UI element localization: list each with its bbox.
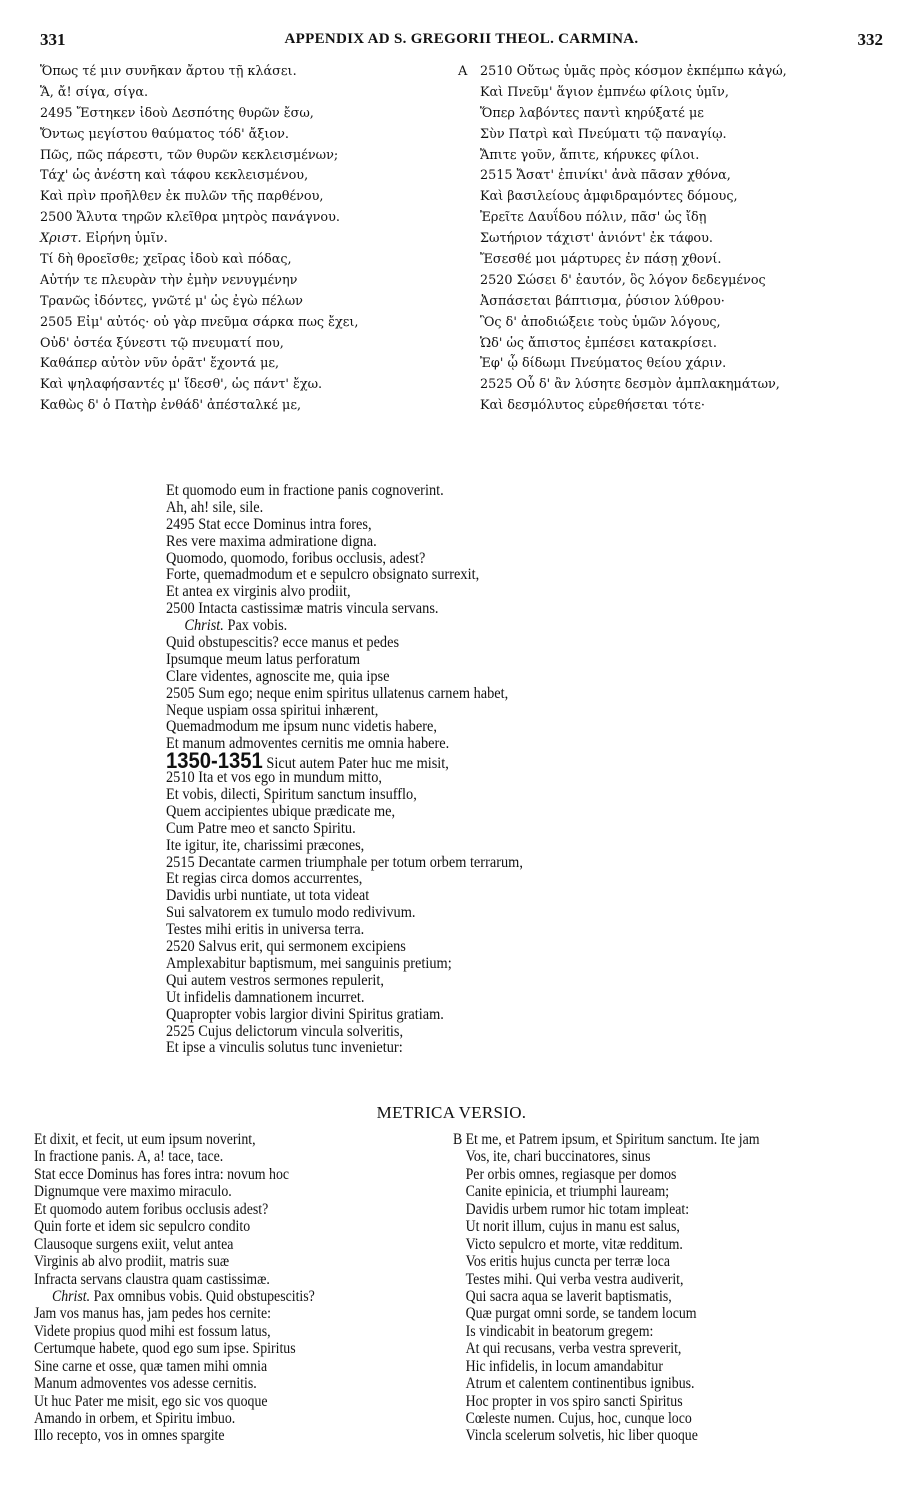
verse-text: Pax omnibus vobis. Quid obstupescitis?	[90, 1287, 315, 1305]
verse-text: Et antea ex virginis alvo prodiit,	[166, 583, 351, 601]
verse-text: Καθάπερ αὐτὸν νῦν ὁρᾶτ' ἔχοντά με,	[40, 356, 280, 372]
greek-verse-line	[470, 250, 890, 271]
verse-text: 2520 Σώσει δ' ἑαυτόν, ὃς λόγον δεδεγμένος	[480, 272, 766, 288]
verse-text: Καθὼς δ' ὁ Πατὴρ ἐνθάδ' ἀπέσταλκέ με,	[40, 398, 302, 414]
verse-text: Αὐτήν τε πλευρὰν τὴν ἐμὴν νενυγμένην	[40, 272, 298, 288]
verse-text: Dignumque vere maximo miraculo.	[34, 1183, 232, 1201]
verse-text: 2500 Intacta castissimæ matris vincula servans.	[166, 600, 439, 618]
metrica-verse-line	[34, 1323, 457, 1340]
verse-text: Quem accipientes ubique prædicate me,	[166, 802, 396, 820]
verse-text: Et manum admoventes cernitis me omnia habere.	[166, 735, 450, 753]
left-page-number: 331	[40, 30, 66, 49]
verse-text: Καὶ βασιλείους ἀμφιδραμόντες δόμους,	[480, 189, 738, 205]
metrica-left-column	[34, 1131, 457, 1445]
column-number: 1350-1351	[166, 748, 263, 774]
verse-text: Neque uspiam ossa spiritui inhærent,	[166, 701, 379, 719]
verse-text: Sine carne et osse, quæ tamen mihi omnia	[34, 1357, 268, 1375]
latin-verse-line	[166, 990, 755, 1007]
verse-text: Forte, quemadmodum et e sepulcro obsignato surrexit,	[166, 566, 480, 584]
greek-verse-line	[470, 271, 890, 292]
verse-text: Ut infidelis damnationem incurret.	[166, 988, 365, 1006]
greek-verse-line	[40, 271, 450, 292]
verse-text: 2505 Sum ego; neque enim spiritus ullatenus carnem habet,	[166, 684, 509, 702]
metrica-verse-line	[34, 1236, 457, 1253]
latin-verse-line	[166, 1024, 755, 1041]
verse-text: Quemadmodum me ipsum nunc videtis habere,	[166, 718, 437, 736]
verse-text: Ἄπιτε γοῦν, ἄπιτε, κήρυκες φίλοι.	[480, 147, 700, 163]
verse-text: 2515 Decantate carmen triumphale per totum orbem terrarum,	[166, 853, 523, 871]
greek-verse-line	[40, 146, 450, 167]
verse-text: Clare videntes, agnoscite me, quia ipse	[166, 667, 390, 685]
metrica-verse-line	[34, 1393, 457, 1410]
latin-verse-line	[166, 888, 755, 905]
metrica-verse-line	[466, 1340, 876, 1357]
latin-verse-line	[166, 686, 755, 703]
metrica-verse-line	[466, 1236, 876, 1253]
greek-verse-line	[40, 83, 450, 104]
greek-verse-line	[470, 125, 890, 146]
verse-text: 2510 Οὕτως ὑμᾶς πρὸς κόσμον ἐκπέμπω κἀγώ,	[480, 64, 787, 79]
latin-verse-line	[166, 922, 755, 939]
greek-verse-line	[40, 62, 450, 83]
verse-text: Quomodo, quomodo, foribus occlusis, adest?	[166, 549, 426, 567]
verse-text: 2500 Ἄλυτα τηρῶν κλεῖθρα μητρὸς πανάγνου.	[40, 210, 340, 226]
latin-verse-line	[166, 1040, 755, 1057]
metrica-verse-line	[466, 1375, 876, 1392]
latin-verse-line	[166, 584, 755, 601]
verse-text: 2525 Cujus delictorum vincula solveritis,	[166, 1022, 404, 1040]
verse-text: Testes mihi eritis in universa terra.	[166, 921, 365, 939]
metrica-verse-line	[34, 1253, 457, 1270]
greek-verse-line	[470, 313, 890, 334]
verse-text: Manum admoventes vos adesse cernitis.	[34, 1375, 257, 1393]
metrica-verse-line	[34, 1410, 457, 1427]
verse-text: Ἐφ' ᾧ δίδωμι Πνεύματος θείου χάριν.	[480, 356, 727, 372]
greek-verse-line	[470, 292, 890, 313]
latin-verse-line	[166, 652, 755, 669]
section-marker-b: B	[453, 1131, 463, 1148]
latin-verse-line	[166, 804, 755, 821]
latin-verse-line	[166, 939, 755, 956]
latin-verse-line	[166, 669, 755, 686]
verse-text: Is vindicabit in beatorum gregem:	[465, 1322, 654, 1340]
verse-text: Καὶ δεσμόλυτος εὑρεθήσεται τότε·	[480, 398, 705, 414]
latin-verse-line	[166, 618, 755, 635]
verse-text: Ut huc Pater me misit, ego sic vos quoque	[34, 1392, 268, 1410]
verse-text: Atrum et calentem continentibus ignibus.	[465, 1375, 695, 1393]
verse-text: Infracta servans claustra quam castissimæ.	[34, 1270, 270, 1288]
latin-verse-line	[166, 719, 755, 736]
latin-verse-line	[166, 871, 755, 888]
greek-verse-line	[40, 292, 450, 313]
greek-text-right-column	[458, 62, 890, 417]
verse-text: 2510 Ita et vos ego in mundum mitto,	[166, 769, 382, 787]
verse-text: Hoc propter in vos spiro sancti Spiritus	[465, 1392, 683, 1410]
verse-text: Ah, ah! sile, sile.	[166, 498, 264, 516]
verse-text: Amando in orbem, et Spiritu imbuo.	[34, 1410, 236, 1427]
verse-text: 2505 Εἰμ' αὐτός· οὐ γὰρ πνεῦμα σάρκα πως ἔχει,	[40, 314, 359, 330]
verse-text: Per orbis omnes, regiasque per domos	[465, 1165, 677, 1183]
metrica-verse-line	[34, 1166, 457, 1183]
latin-verse-line	[166, 1007, 755, 1024]
verse-text: 2520 Salvus erit, qui sermonem excipiens	[166, 938, 406, 956]
verse-text: Illo recepto, vos in omnes spargite	[34, 1427, 225, 1445]
verse-text: Et quomodo eum in fractione panis cognoverint.	[166, 482, 444, 499]
verse-text: Cœleste numen. Cujus, hoc, cunque loco	[465, 1410, 692, 1427]
verse-text: Τρανῶς ἰδόντες, γνῶτέ μ' ὡς ἐγὼ πέλων	[40, 293, 303, 309]
verse-text: Sicut autem Pater huc me misit,	[262, 755, 449, 773]
verse-text: Davidis urbi nuntiate, ut tota videat	[166, 887, 370, 905]
verse-text: Qui autem vestros sermones repulerit,	[166, 971, 384, 989]
greek-verse-line	[40, 187, 450, 208]
speaker-label: Χριστ.	[40, 231, 82, 247]
greek-verse-line	[40, 334, 450, 355]
latin-verse-line	[166, 821, 755, 838]
greek-verse-line	[470, 166, 890, 187]
verse-text: Ut norit illum, cujus in manu est salus,	[465, 1218, 680, 1236]
verse-text: Et me, et Patrem ipsum, et Spiritum sanctum. Ite jam	[465, 1131, 760, 1148]
verse-text: Qui sacra aqua se laverit baptismatis,	[465, 1287, 672, 1305]
verse-text: Pax vobis.	[223, 617, 288, 635]
metrica-verse-line	[34, 1358, 457, 1375]
verse-text: Ὡδ' ὡς ἄπιστος ἐμπέσει κατακρίσει.	[480, 335, 717, 351]
greek-verse-line	[40, 104, 450, 125]
verse-text: Ἅ, ἄ! σίγα, σίγα.	[40, 84, 149, 100]
verse-text: Et ipse a vinculis solutus tunc invenietur:	[166, 1039, 403, 1057]
greek-verse-line	[40, 396, 450, 417]
verse-text: Cum Patre meo et sancto Spiritu.	[166, 819, 356, 837]
greek-verse-line	[40, 208, 450, 229]
latin-verse-line	[166, 517, 755, 534]
speaker-label: Christ.	[52, 1287, 91, 1305]
latin-verse-line	[166, 905, 755, 922]
verse-text: Testes mihi. Qui verba vestra audiverit,	[465, 1270, 684, 1288]
greek-verse-line	[470, 208, 890, 229]
verse-text: At qui recusans, verba vestra spreverit,	[465, 1340, 682, 1358]
metrica-verse-line	[466, 1410, 876, 1427]
greek-verse-line	[470, 354, 890, 375]
greek-verse-line	[470, 334, 890, 355]
verse-text: Καὶ Πνεῦμ' ἅγιον ἐμπνέω φίλοις ὑμῖν,	[480, 84, 729, 100]
verse-text: Quin forte et idem sic sepulcro condito	[34, 1218, 251, 1236]
metrica-verse-line	[466, 1148, 876, 1165]
verse-text: Canite epinicia, et triumphi lauream;	[465, 1183, 670, 1201]
metrica-verse-line	[34, 1305, 457, 1322]
metrica-verse-line	[34, 1375, 457, 1392]
greek-verse-line	[470, 83, 890, 104]
greek-verse-line	[470, 104, 890, 125]
metrica-verse-line	[466, 1358, 876, 1375]
verse-text: Σὺν Πατρὶ καὶ Πνεύματι τῷ παναγίῳ.	[480, 126, 727, 142]
metrica-right-column	[453, 1131, 876, 1445]
verse-text: Et vobis, dilecti, Spiritum sanctum insufflo,	[166, 786, 417, 804]
verse-text: Τί δὴ θροεῖσθε; χεῖρας ἰδοὺ καὶ πόδας,	[40, 252, 292, 268]
metrica-verse-line	[34, 1218, 457, 1235]
verse-text: Καὶ ψηλαφήσαντές μ' ἴδεσθ', ὡς πάντ' ἔχω.	[40, 377, 323, 393]
right-page-number: 332	[857, 30, 883, 49]
verse-text: Ὅπως τέ μιν συνῆκαν ἄρτου τῇ κλάσει.	[40, 64, 297, 79]
latin-verse-line	[166, 500, 755, 517]
greek-verse-line	[40, 125, 450, 146]
greek-verse-line	[470, 146, 890, 167]
verse-text: Stat ecce Dominus has fores intra: novum hoc	[34, 1165, 290, 1183]
verse-text: Ἀσπάσεται βάπτισμα, ῥύσιον λύθρου·	[480, 293, 725, 309]
greek-verse-line	[40, 354, 450, 375]
verse-text: Quid obstupescitis? ecce manus et pedes	[166, 634, 400, 652]
latin-verse-line	[166, 748, 755, 774]
page-header	[40, 30, 883, 54]
running-title: APPENDIX AD S. GREGORII THEOL. CARMINA.	[284, 31, 639, 47]
metrica-verse-line	[34, 1288, 457, 1305]
verse-text: Et regias circa domos accurrentes,	[166, 870, 363, 888]
verse-text: Vos, ite, chari buccinatores, sinus	[465, 1148, 651, 1166]
latin-verse-line	[166, 601, 755, 618]
metrica-verse-line	[466, 1218, 876, 1235]
verse-text: Vincla scelerum solvetis, hic liber quoque	[465, 1427, 698, 1445]
verse-text: 2525 Οὗ δ' ἂν λύσητε δεσμὸν ἀμπλακημάτων,	[480, 377, 780, 393]
verse-text: Victo sepulcro et morte, vitæ redditum.	[465, 1235, 683, 1253]
verse-text: 2495 Stat ecce Dominus intra fores,	[166, 515, 372, 533]
verse-text: Quapropter vobis largior divini Spiritus gratiam.	[166, 1005, 444, 1023]
verse-text: Σωτήριον τάχιστ' ἀνιόντ' ἐκ τάφου.	[480, 231, 713, 247]
latin-verse-line	[166, 534, 755, 551]
verse-text: Ἔσεσθέ μοι μάρτυρες ἐν πάσῃ χθονί.	[480, 252, 722, 268]
latin-verse-line	[166, 956, 755, 973]
verse-text: Ipsumque meum latus perforatum	[166, 650, 361, 668]
verse-text: Virginis ab alvo prodiit, matris suæ	[34, 1253, 230, 1271]
latin-verse-line	[166, 770, 755, 787]
metrica-verse-line	[466, 1166, 876, 1183]
verse-text: Hic infidelis, in locum amandabitur	[465, 1357, 663, 1375]
verse-text: Vos eritis hujus cuncta per terræ loca	[465, 1253, 670, 1271]
verse-text: Εἰρήνη ὑμῖν.	[81, 231, 168, 247]
verse-text: In fractione panis. A, a! tace, tace.	[34, 1148, 224, 1166]
verse-text: Res vere maxima admiratione digna.	[166, 532, 377, 550]
greek-text-left-column	[40, 62, 450, 417]
speaker-label: Christ.	[184, 617, 224, 635]
metrica-versio-heading: METRICA VERSIO.	[376, 1103, 527, 1122]
verse-text: Amplexabitur baptismum, mei sanguinis pretium;	[166, 954, 452, 972]
greek-verse-line	[40, 229, 450, 250]
metrica-verse-line	[466, 1288, 876, 1305]
greek-verse-line	[470, 62, 890, 83]
metrica-verse-line	[466, 1131, 876, 1148]
greek-verse-line	[470, 375, 890, 396]
verse-text: 2495 Ἔστηκεν ἰδοὺ Δεσπότης θυρῶν ἔσω,	[40, 105, 314, 121]
metrica-verse-line	[34, 1148, 457, 1165]
greek-verse-line	[40, 166, 450, 187]
latin-verse-line	[166, 855, 755, 872]
greek-verse-line	[470, 229, 890, 250]
metrica-verse-line	[466, 1427, 876, 1444]
verse-text: Videte propius quod mihi est fossum latus,	[34, 1322, 271, 1340]
section-marker-a: A	[458, 64, 468, 79]
verse-text: Πῶς, πῶς πάρεστι, τῶν θυρῶν κεκλεισμένων;	[40, 147, 339, 163]
latin-verse-line	[166, 973, 755, 990]
verse-text: Ὃς δ' ἀποδιώξειε τοὺς ὑμῶν λόγους,	[480, 314, 721, 330]
verse-text: Davidis urbem rumor hic totam impleat:	[465, 1200, 690, 1218]
greek-verse-line	[40, 375, 450, 396]
verse-text: 2515 Ἄσατ' ἐπινίκι' ἀνὰ πᾶσαν χθόνα,	[480, 168, 731, 184]
metrica-verse-line	[34, 1131, 457, 1148]
verse-text: Et quomodo autem foribus occlusis adest?	[34, 1200, 269, 1218]
verse-text: Quæ purgat omni sorde, se tandem locum	[465, 1305, 697, 1323]
latin-verse-line	[166, 703, 755, 720]
latin-verse-line	[166, 483, 755, 500]
metrica-verse-line	[466, 1183, 876, 1200]
verse-text: Ὄντως μεγίστου θαύματος τόδ' ἄξιον.	[40, 126, 289, 142]
verse-text: Ite igitur, ite, charissimi præcones,	[166, 836, 365, 854]
verse-text: Τάχ' ὡς ἀνέστη καὶ τάφου κεκλεισμένου,	[40, 168, 309, 184]
latin-verse-line	[166, 551, 755, 568]
greek-verse-line	[40, 250, 450, 271]
verse-text: Et dixit, et fecit, ut eum ipsum noverint,	[34, 1131, 256, 1148]
metrica-verse-line	[34, 1340, 457, 1357]
greek-verse-line	[470, 187, 890, 208]
latin-verse-line	[166, 635, 755, 652]
metrica-verse-line	[34, 1271, 457, 1288]
verse-text: Jam vos manus has, jam pedes hos cernite:	[34, 1305, 271, 1323]
metrica-verse-line	[466, 1201, 876, 1218]
verse-text: Certumque habete, quod ego sum ipse. Spiritus	[34, 1340, 296, 1358]
greek-verse-line	[40, 313, 450, 334]
metrica-verse-line	[34, 1427, 457, 1444]
verse-text: Sui salvatorem ex tumulo modo redivivum.	[166, 904, 416, 922]
metrica-verse-line	[466, 1323, 876, 1340]
verse-text: Clausoque surgens exiit, velut antea	[34, 1235, 234, 1253]
verse-text: Ὅπερ λαβόντες παντὶ κηρύξατέ με	[480, 105, 704, 121]
metrica-verse-line	[466, 1271, 876, 1288]
greek-verse-line	[470, 396, 890, 417]
verse-text: Οὐδ' ὀστέα ξύνεστι τῷ πνευματί που,	[40, 335, 284, 351]
latin-translation	[166, 483, 755, 1057]
verse-text: Καὶ πρὶν προῆλθεν ἐκ πυλῶν τῆς παρθένου,	[40, 189, 324, 205]
latin-verse-line	[166, 838, 755, 855]
metrica-verse-line	[466, 1253, 876, 1270]
metrica-verse-line	[34, 1183, 457, 1200]
latin-verse-line	[166, 787, 755, 804]
verse-text: Ἐρεῖτε Δαυΐδου πόλιν, πᾶσ' ὡς ἴδῃ	[480, 210, 707, 226]
metrica-verse-line	[466, 1393, 876, 1410]
metrica-verse-line	[466, 1305, 876, 1322]
metrica-verse-line	[34, 1201, 457, 1218]
latin-verse-line	[166, 567, 755, 584]
